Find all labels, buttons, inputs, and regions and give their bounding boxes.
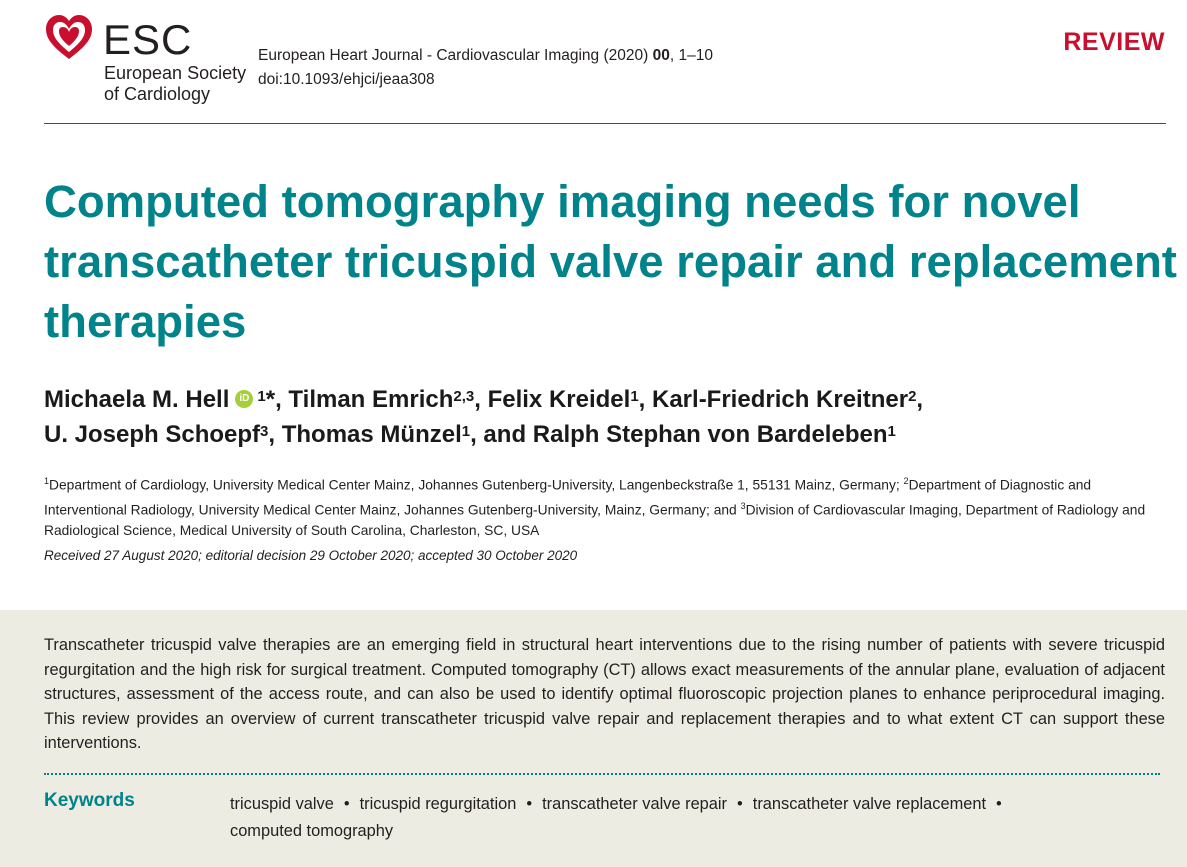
bullet-icon: • <box>526 795 533 813</box>
keywords-label: Keywords <box>44 790 135 811</box>
affiliation-marker: 3 <box>740 500 746 511</box>
abstract-dotted-divider <box>44 773 1160 775</box>
author-affiliation-marker: 3 <box>260 423 269 440</box>
bullet-icon: • <box>996 795 1002 813</box>
author-separator: , <box>638 386 652 413</box>
keyword: transcatheter valve repair <box>542 795 728 813</box>
journal-pages: , 1–10 <box>669 47 713 64</box>
author-name: Michaela M. Hell <box>44 386 230 413</box>
received-dates: Received 27 August 2020; editorial decision 29 October 2020; accepted 30 October 2020 <box>44 548 578 563</box>
author-affiliation-marker: 2,3 <box>453 388 475 405</box>
esc-logo <box>43 12 263 107</box>
author-name: Karl-Friedrich Kreitner <box>652 386 909 413</box>
keyword: transcatheter valve replacement <box>752 795 987 813</box>
author-affiliation-marker: 1 <box>461 423 471 440</box>
journal-line <box>258 44 713 68</box>
author-affiliation-marker: 2 <box>908 388 917 405</box>
article-title: Computed tomography imaging needs for novel transcatheter tricuspid valve repair and replacement therapies <box>44 176 1177 347</box>
author-list <box>44 382 1174 452</box>
keyword: tricuspid regurgitation <box>359 795 517 813</box>
keyword: computed tomography <box>230 822 394 840</box>
affiliations <box>44 471 1169 541</box>
keyword: tricuspid valve <box>230 795 334 813</box>
orcid-icon[interactable]: iD <box>235 390 253 408</box>
author-separator: , <box>916 386 924 413</box>
affiliation-text: Department of Cardiology, University Medical Center Mainz, Johannes Gutenberg-University, Langenbeckstraße 1, 55131 Mainz, Germany; <box>49 477 904 493</box>
esc-heart-logo-icon <box>43 12 95 64</box>
affiliation-marker: 2 <box>903 476 909 486</box>
esc-wordmark: ESC <box>103 16 193 63</box>
bullet-icon: • <box>737 795 743 813</box>
article-type-label: REVIEW <box>1063 28 1165 56</box>
author-separator: , and <box>470 421 533 448</box>
author-separator: , <box>474 386 488 413</box>
author-separator: , <box>268 421 282 448</box>
author-affiliation-marker: 1 <box>630 388 639 405</box>
society-name-line2: of Cardiology <box>104 84 211 104</box>
author-name: U. Joseph Schoepf <box>44 421 261 448</box>
affiliation-text: Department of Diagnostic and Interventional Radiology, University Medical Center Mainz, Johannes Gutenberg-University, Mainz, Germany; and <box>44 477 1092 518</box>
author-name: Thomas Münzel <box>281 421 462 448</box>
author-separator: *, <box>265 386 289 413</box>
author-affiliation-marker: 1 <box>257 388 266 405</box>
author-affiliation-marker: 1 <box>887 423 896 440</box>
header-divider <box>44 123 1166 124</box>
author-name: Felix Kreidel <box>487 386 631 413</box>
author-name: Ralph Stephan von Bardeleben <box>532 421 888 448</box>
journal-volume: 00 <box>652 47 670 64</box>
journal-name: European Heart Journal - Cardiovascular Imaging (2020) <box>258 47 653 64</box>
society-name-line1: European Society <box>104 63 247 83</box>
affiliation-marker: 1 <box>44 476 50 486</box>
bullet-icon: • <box>343 795 350 813</box>
author-name: Tilman Emrich <box>288 386 454 413</box>
society-name <box>104 63 246 105</box>
doi-link[interactable]: doi:10.1093/ehjci/jeaa308 <box>258 71 435 88</box>
abstract-text: Transcatheter tricuspid valve therapies are an emerging field in structural heart interventions due to the rising number of patients with severe tricuspid regurgitation and the high risk for surgical treatment. Computed tomography (CT) allows exact measurements of the annular plane, evaluation of adjacent structures, assessment of the access route, and can also be used to identify optimal fluoroscopic projection planes to enhance periprocedural imaging. This review provides an overview of current transcatheter tricuspid valve repair and replacement therapies and to what extent CT can support these interventions. <box>44 636 1165 752</box>
journal-citation <box>258 44 713 92</box>
keywords-list <box>230 791 1150 845</box>
affiliation-text: Division of Cardiovascular Imaging, Department of Radiology and Radiological Science, Medical University of South Carolina, Charleston, SC, USA <box>44 502 1146 539</box>
